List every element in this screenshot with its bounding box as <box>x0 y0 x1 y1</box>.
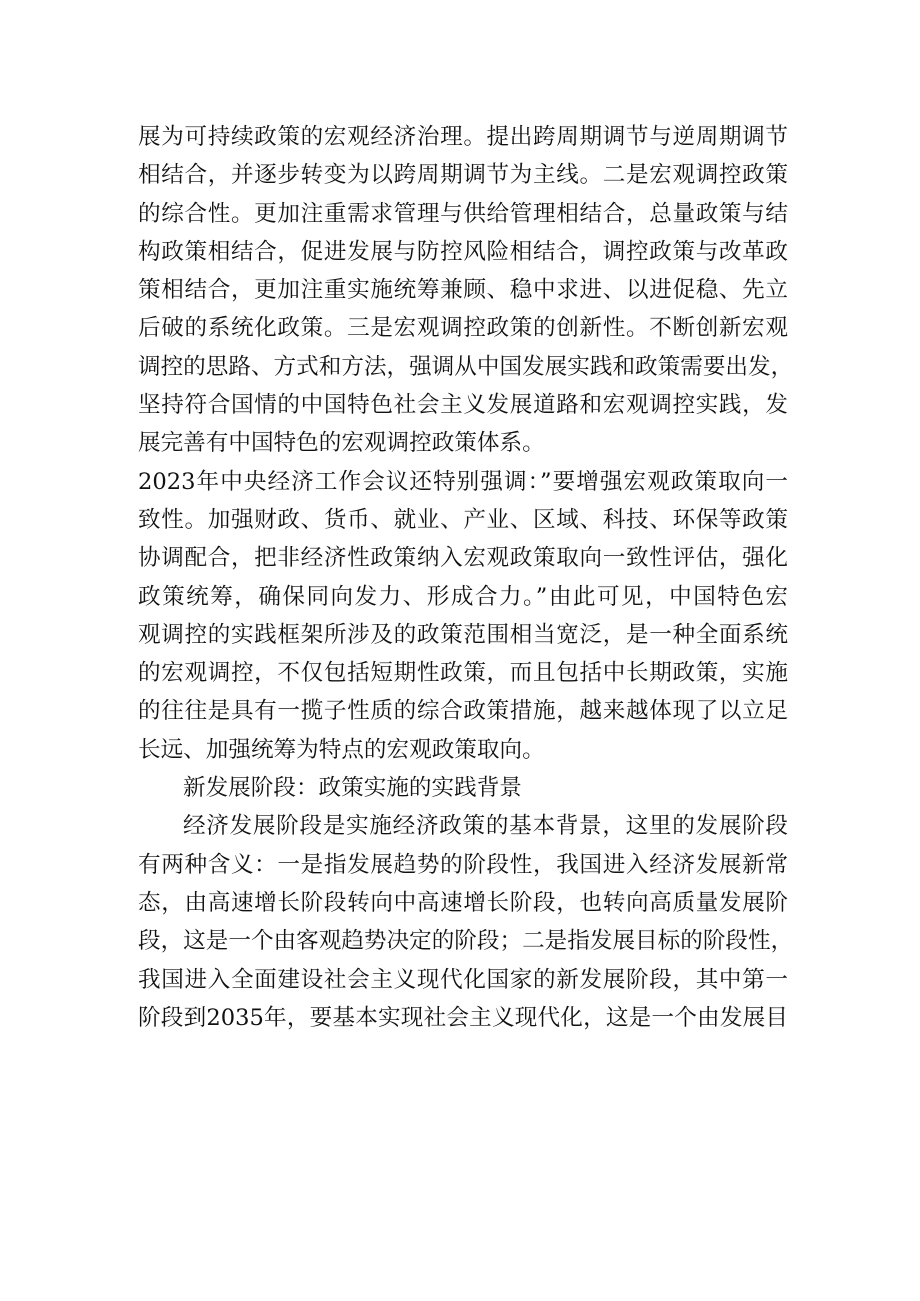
text-line: 政策统筹，确保同向发力、形成合力。”由此可见，中国特色宏 <box>138 583 788 610</box>
text-line: 有两种含义：一是指发展趋势的阶段性，我国进入经济发展新常 <box>138 851 788 878</box>
text-line: 段，这是一个由客观趋势决定的阶段；二是指发展目标的阶段性， <box>138 928 794 955</box>
text-line: 相结合，并逐步转变为以跨周期调节为主线。二是宏观调控政策 <box>138 162 788 189</box>
text-line: 构政策相结合，促进发展与防控风险相结合，调控政策与改革政 <box>138 238 788 265</box>
text-line: 坚持符合国情的中国特色社会主义发展道路和宏观调控实践，发 <box>138 392 788 419</box>
section-heading: 新发展阶段：政策实施的实践背景 <box>183 775 522 802</box>
text-line: 2023年中央经济工作会议还特别强调：”要增强宏观政策取向一 <box>138 468 788 495</box>
text-line: 致性。加强财政、货币、就业、产业、区域、科技、环保等政策 <box>138 506 788 533</box>
text-line: 阶段到2035年，要基本实现社会主义现代化，这是一个由发展目 <box>138 1004 788 1031</box>
text-line: 调控的思路、方式和方法，强调从中国发展实践和政策需要出发， <box>138 353 794 380</box>
text-line: 展为可持续政策的宏观经济治理。提出跨周期调节与逆周期调节 <box>138 124 788 150</box>
text-line: 经济发展阶段是实施经济政策的基本背景，这里的发展阶段 <box>183 813 788 840</box>
text-line: 后破的系统化政策。三是宏观调控政策的创新性。不断创新宏观 <box>138 315 788 342</box>
body-text <box>138 118 794 1037</box>
text-line: 展完善有中国特色的宏观调控政策体系。 <box>138 430 545 457</box>
text-line: 的往往是具有一揽子性质的综合政策措施，越来越体现了以立足 <box>138 698 788 725</box>
text-line: 观调控的实践框架所涉及的政策范围相当宽泛，是一种全面系统 <box>138 621 788 648</box>
text-line: 的综合性。更加注重需求管理与供给管理相结合，总量政策与结 <box>138 200 788 227</box>
text-line: 的宏观调控，不仅包括短期性政策，而且包括中长期政策，实施 <box>138 660 788 687</box>
text-line: 长远、加强统筹为特点的宏观政策取向。 <box>138 736 545 763</box>
text-line: 态，由高速增长阶段转向中高速增长阶段，也转向高质量发展阶 <box>138 889 788 916</box>
text-line: 协调配合，把非经济性政策纳入宏观政策取向一致性评估，强化 <box>138 545 788 572</box>
text-line: 策相结合，更加注重实施统筹兼顾、稳中求进、以进促稳、先立 <box>138 277 788 304</box>
text-line: 我国进入全面建设社会主义现代化国家的新发展阶段，其中第一 <box>138 966 788 993</box>
